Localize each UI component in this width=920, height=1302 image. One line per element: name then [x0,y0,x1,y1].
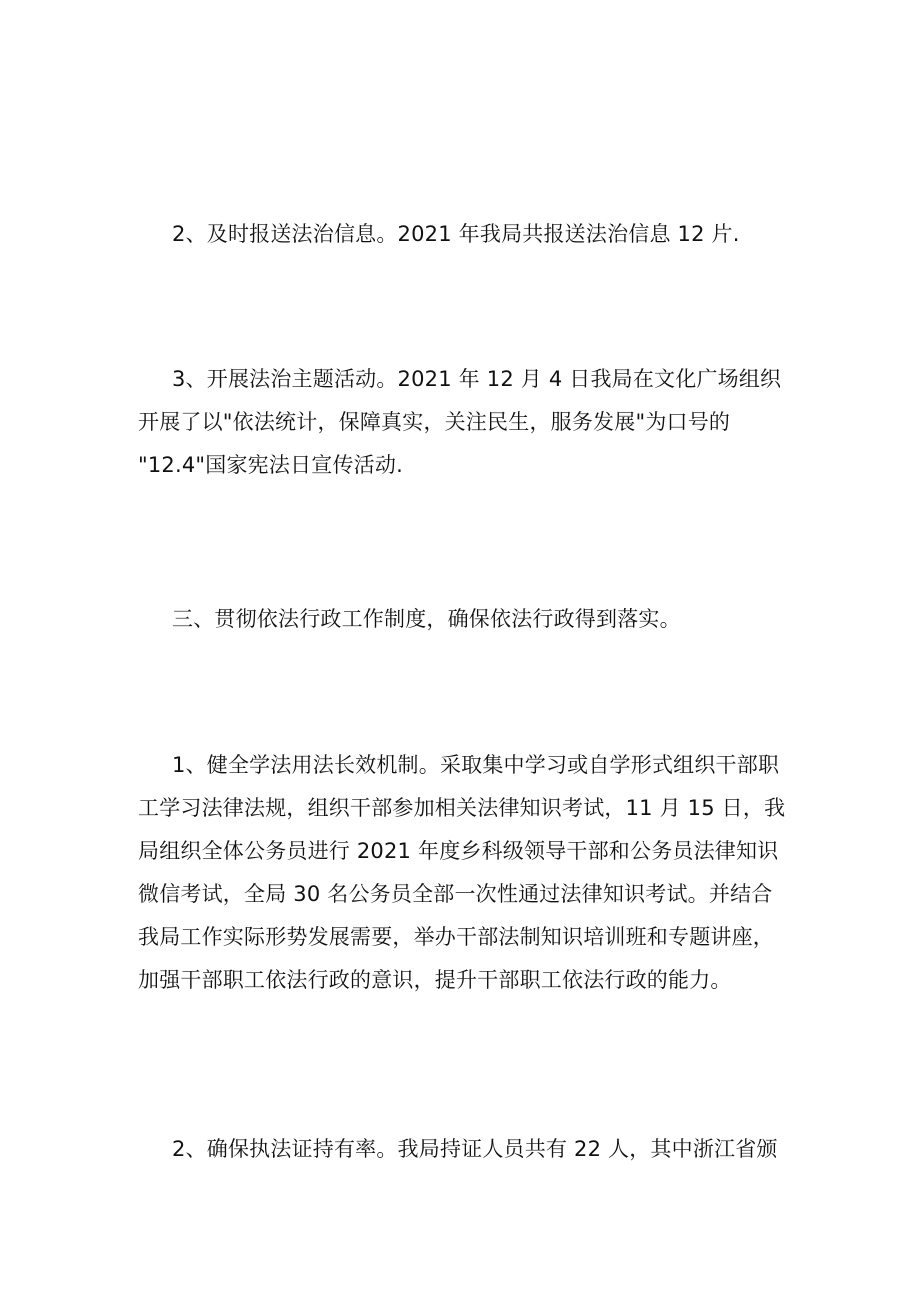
paragraph-law-study-mechanism [138,744,798,1002]
text-line: 1、健全学法用法长效机制。采取集中学习或自学形式组织干部职 [172,753,780,777]
section-heading-three [138,598,798,641]
paragraph-legal-info-report [138,213,798,256]
text-line: 开展了以"依法统计，保障真实，关注民生，服务发展"为口号的 [138,410,731,434]
paragraph-enforcement-certificate [138,1128,798,1171]
text-line: 微信考试，全局 30 名公务员全部一次性通过法律知识考试。并结合 [138,882,773,906]
text-line: 加强干部职工依法行政的意识，提升干部职工依法行政的能力。 [138,968,732,992]
text-line: 工学习法律法规，组织干部参加相关法律知识考试，11 月 15 日，我 [138,796,786,820]
text-line: 三、贯彻依法行政工作制度，确保依法行政得到落实。 [172,607,681,631]
text-line: "12.4"国家宪法日宣传活动. [138,453,403,477]
text-line: 2、确保执法证持有率。我局持证人员共有 22 人，其中浙江省颁 [172,1137,778,1161]
text-line: 我局工作实际形势发展需要，举办干部法制知识培训班和专题讲座， [138,925,774,949]
paragraph-legal-theme-activity [138,358,798,487]
text-line: 3、开展法治主题活动。2021 年 12 月 4 日我局在文化广场组织 [172,367,782,391]
text-line: 2、及时报送法治信息。2021 年我局共报送法治信息 12 片. [172,222,740,246]
text-line: 局组织全体公务员进行 2021 年度乡科级领导干部和公务员法律知识 [138,839,779,863]
